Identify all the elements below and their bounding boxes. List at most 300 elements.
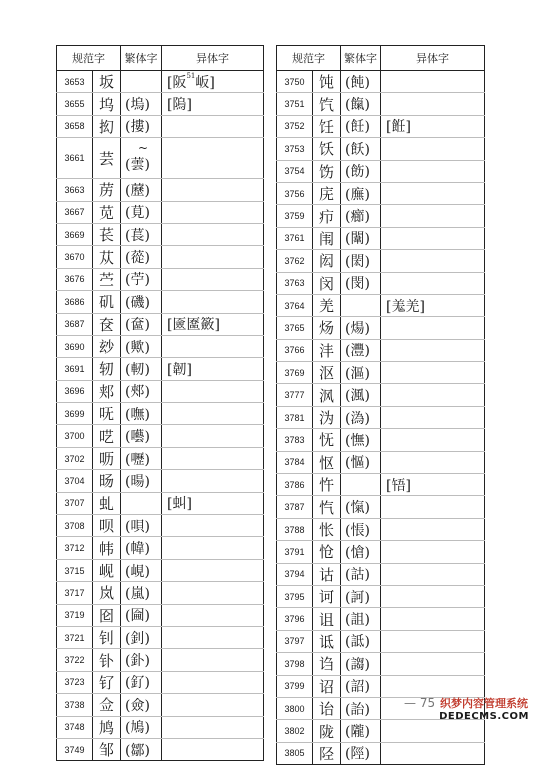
variant-char: [餁]	[386, 119, 411, 136]
standard-char: 郏	[93, 380, 121, 402]
table-row	[57, 223, 264, 245]
standard-char: 饬	[313, 160, 341, 182]
standard-char: 呖	[93, 447, 121, 469]
traditional-char: (飩)	[345, 74, 370, 91]
traditional-char-cell	[121, 138, 162, 179]
standard-char: 沨	[313, 384, 341, 406]
traditional-char: (渢)	[345, 388, 370, 405]
standard-char: 坂	[93, 71, 121, 93]
traditional-char: (愾)	[345, 500, 370, 517]
traditional-char-header: 繁体字	[121, 46, 162, 71]
entry-number: 3702	[57, 447, 93, 469]
variant-char-cell	[381, 742, 485, 764]
traditional-char: (飪)	[345, 119, 370, 136]
table-row	[277, 429, 485, 451]
traditional-char: (囈)	[125, 429, 150, 446]
table-row	[57, 447, 264, 469]
variant-char-cell	[381, 93, 485, 115]
variant-char-cell	[162, 115, 264, 137]
entry-number: 3753	[277, 138, 313, 160]
variant-char-cell	[162, 470, 264, 492]
table-row	[277, 742, 485, 764]
table-row	[57, 649, 264, 671]
traditional-char: (詆)	[345, 634, 370, 651]
table-row	[277, 675, 485, 697]
traditional-char-cell	[341, 205, 381, 227]
table-row	[57, 604, 264, 626]
table-row	[277, 653, 485, 675]
standard-char: 虬	[93, 492, 121, 514]
traditional-char: (愴)	[345, 544, 370, 561]
traditional-char-cell	[341, 71, 381, 93]
variant-char-cell	[162, 716, 264, 738]
variant-char-cell	[381, 272, 485, 294]
table-row	[277, 317, 485, 339]
standard-char: 饫	[313, 138, 341, 160]
table-row	[277, 138, 485, 160]
standard-char: 诏	[313, 675, 341, 697]
table-row	[57, 515, 264, 537]
standard-char: 忾	[313, 496, 341, 518]
watermark-url: DEDECMS.COM	[439, 710, 529, 722]
traditional-char-cell	[121, 559, 162, 581]
standard-char: 坞	[93, 93, 121, 115]
traditional-char: (憮)	[345, 432, 370, 449]
table-row	[57, 716, 264, 738]
variant-char: [羗羌]	[386, 298, 425, 315]
variant-char: [韌]	[167, 361, 192, 378]
variant-char-cell	[381, 138, 485, 160]
entry-number: 3676	[57, 268, 93, 290]
variant-char-cell	[162, 138, 264, 179]
traditional-char-cell	[121, 425, 162, 447]
standard-char: 忤	[313, 474, 341, 496]
table-row	[57, 537, 264, 559]
standard-char: 岘	[93, 559, 121, 581]
traditional-char: (訶)	[345, 589, 370, 606]
standard-char: 苋	[93, 201, 121, 223]
entry-number: 3783	[277, 429, 313, 451]
standard-char: 轫	[93, 358, 121, 380]
standard-char: 庑	[313, 182, 341, 204]
traditional-char: (隴)	[345, 724, 370, 741]
standard-char: 陉	[313, 742, 341, 764]
table-row	[57, 179, 264, 201]
variant-char: [阪	[167, 74, 187, 91]
standard-char: 饪	[313, 115, 341, 137]
variant-char-cell	[381, 115, 485, 137]
left-table-body	[57, 71, 264, 761]
traditional-char-cell	[121, 358, 162, 380]
entry-number: 3655	[57, 93, 93, 115]
entry-number: 3707	[57, 492, 93, 514]
traditional-char: (癤)	[345, 209, 370, 226]
traditional-char-cell	[341, 496, 381, 518]
traditional-char-cell	[121, 115, 162, 137]
traditional-char: (慪)	[345, 455, 370, 472]
entry-number: 3686	[57, 291, 93, 313]
traditional-char-cell	[341, 720, 381, 742]
traditional-char-cell	[121, 716, 162, 738]
footnote-mark: 51	[186, 71, 196, 80]
traditional-char: (嘸)	[125, 406, 150, 423]
traditional-char-cell	[341, 541, 381, 563]
standard-char: 陇	[313, 720, 341, 742]
traditional-char-cell	[341, 250, 381, 272]
table-row	[277, 518, 485, 540]
traditional-char-cell	[121, 246, 162, 268]
standard-char: 沤	[313, 362, 341, 384]
standard-char: 饨	[313, 71, 341, 93]
entry-number: 3796	[277, 608, 313, 630]
variant-char-cell	[162, 694, 264, 716]
table-row	[57, 380, 264, 402]
table-row	[57, 358, 264, 380]
variant-char-cell	[162, 335, 264, 357]
standard-char: 诅	[313, 608, 341, 630]
traditional-char-cell	[121, 71, 162, 93]
traditional-char-cell	[341, 518, 381, 540]
table-row	[57, 403, 264, 425]
traditional-char-cell	[341, 608, 381, 630]
traditional-char: (塢)	[125, 97, 150, 114]
traditional-char: (奩)	[125, 317, 150, 334]
variant-char-cell	[381, 653, 485, 675]
traditional-char-cell	[121, 93, 162, 115]
standard-char: 苌	[93, 223, 121, 245]
variant-char-cell	[381, 160, 485, 182]
variant-char-cell	[162, 268, 264, 290]
standard-char: 芸	[93, 138, 121, 179]
table-row	[57, 268, 264, 290]
table-row	[277, 541, 485, 563]
table-row	[277, 451, 485, 473]
variant-char-cell	[162, 313, 264, 335]
entry-number: 3795	[277, 585, 313, 607]
table-row	[277, 205, 485, 227]
traditional-char-cell	[341, 384, 381, 406]
entry-number: 3802	[277, 720, 313, 742]
variant-char-cell	[162, 93, 264, 115]
table-row	[277, 71, 485, 93]
entry-number: 3763	[277, 272, 313, 294]
traditional-char: (暘)	[125, 473, 150, 490]
traditional-char-cell	[121, 515, 162, 537]
table-row	[57, 470, 264, 492]
standard-char: 佥	[93, 694, 121, 716]
entry-number: 3696	[57, 380, 93, 402]
traditional-char-cell	[341, 630, 381, 652]
entry-number: 3769	[277, 362, 313, 384]
variant-char-cell	[381, 406, 485, 428]
traditional-char: (廡)	[345, 186, 370, 203]
table-row	[277, 160, 485, 182]
traditional-char: (苧)	[125, 272, 150, 289]
entry-number: 3798	[277, 653, 313, 675]
variant-char: [隖]	[167, 97, 192, 114]
variant-char-cell	[162, 671, 264, 693]
entry-number: 3699	[57, 403, 93, 425]
entry-number: 3765	[277, 317, 313, 339]
standard-char: 苁	[93, 246, 121, 268]
entry-number: 3749	[57, 738, 93, 760]
traditional-char: (嵐)	[125, 585, 150, 602]
entry-number: 3787	[277, 496, 313, 518]
traditional-char-cell	[341, 160, 381, 182]
variant-char-cell	[381, 496, 485, 518]
entry-number: 3805	[277, 742, 313, 764]
variant-char-cell	[381, 429, 485, 451]
traditional-char-cell	[341, 697, 381, 719]
traditional-char-cell	[341, 362, 381, 384]
traditional-char-cell	[341, 182, 381, 204]
standard-char: 抝	[93, 115, 121, 137]
variant-char: [虯]	[167, 496, 192, 513]
table-row	[57, 291, 264, 313]
traditional-char-cell	[341, 138, 381, 160]
variant-char-cell	[162, 71, 264, 93]
variant-char-cell	[381, 227, 485, 249]
traditional-char: (嚦)	[125, 451, 150, 468]
variant-char-cell	[381, 250, 485, 272]
standard-char: 炀	[313, 317, 341, 339]
traditional-char-cell	[121, 694, 162, 716]
entry-number: 3661	[57, 138, 93, 179]
traditional-char: (詁)	[345, 567, 370, 584]
traditional-char: (釕)	[125, 675, 150, 692]
traditional-char-cell	[341, 406, 381, 428]
traditional-char-cell	[121, 582, 162, 604]
entry-number: 3748	[57, 716, 93, 738]
standard-char: 疖	[313, 205, 341, 227]
entry-number: 3794	[277, 563, 313, 585]
traditional-char: (萇)	[125, 227, 150, 244]
right-table-body	[277, 71, 485, 765]
right-table-header-row	[277, 46, 485, 71]
watermark-text: 织梦内容管理系统	[440, 697, 528, 710]
standard-char: 钋	[93, 649, 121, 671]
variant-char-header: 异体字	[381, 46, 485, 71]
variant-char-cell	[381, 71, 485, 93]
traditional-char-cell	[121, 604, 162, 626]
traditional-char: (蕓)	[125, 157, 150, 174]
tilde-mark: ~	[137, 141, 149, 156]
traditional-char: (閔)	[345, 276, 370, 293]
table-row	[57, 71, 264, 93]
standard-char: 苎	[93, 268, 121, 290]
variant-char-cell	[381, 563, 485, 585]
variant-char-cell	[162, 738, 264, 760]
traditional-char-cell	[121, 313, 162, 335]
traditional-char: (漚)	[345, 365, 370, 382]
entry-number: 3766	[277, 339, 313, 361]
standard-char: 奁	[93, 313, 121, 335]
standard-char: 饩	[313, 93, 341, 115]
table-row	[277, 272, 485, 294]
traditional-char: (謅)	[345, 656, 370, 673]
standard-char: 诌	[313, 653, 341, 675]
table-row	[277, 362, 485, 384]
variant-char-cell	[381, 474, 485, 496]
table-row	[57, 138, 264, 179]
standard-char: 诋	[313, 630, 341, 652]
traditional-char-cell	[341, 317, 381, 339]
standard-char: 沣	[313, 339, 341, 361]
traditional-char: (煬)	[345, 320, 370, 337]
standard-char: 闱	[313, 227, 341, 249]
traditional-char: (僉)	[125, 697, 150, 714]
table-row	[57, 694, 264, 716]
traditional-char: (歟)	[125, 339, 150, 356]
entry-number: 3722	[57, 649, 93, 671]
variant-char-cell	[162, 403, 264, 425]
standard-char: 旸	[93, 470, 121, 492]
traditional-char-cell	[341, 272, 381, 294]
variant-char-cell	[381, 630, 485, 652]
entry-number: 3715	[57, 559, 93, 581]
variant-char-header: 异体字	[162, 46, 264, 71]
variant-char-cell	[162, 246, 264, 268]
standard-char: 囵	[93, 604, 121, 626]
variant-char-cell	[381, 518, 485, 540]
entry-number: 3658	[57, 115, 93, 137]
entry-number: 3708	[57, 515, 93, 537]
traditional-char-cell	[121, 380, 162, 402]
traditional-char-cell	[341, 93, 381, 115]
variant-char-cell	[162, 604, 264, 626]
table-row	[277, 93, 485, 115]
variant-char-cell	[162, 358, 264, 380]
variant-char-tail: 岅]	[195, 74, 215, 91]
traditional-char: (莧)	[125, 205, 150, 222]
traditional-char: (悵)	[345, 522, 370, 539]
left-character-table	[56, 45, 264, 761]
variant-char-cell	[162, 447, 264, 469]
standard-char: 呓	[93, 425, 121, 447]
traditional-char-cell	[341, 675, 381, 697]
standard-char: 诒	[313, 697, 341, 719]
entry-number: 3777	[277, 384, 313, 406]
variant-char-cell	[162, 425, 264, 447]
variant-char-cell	[381, 205, 485, 227]
traditional-char: (釙)	[125, 653, 150, 670]
traditional-char-cell	[341, 451, 381, 473]
variant-char-cell	[162, 626, 264, 648]
standard-char: 玅	[93, 335, 121, 357]
entry-number: 3797	[277, 630, 313, 652]
variant-char-cell	[162, 201, 264, 223]
standard-char: 邹	[93, 738, 121, 760]
traditional-char-cell	[341, 294, 381, 316]
entry-number: 3704	[57, 470, 93, 492]
traditional-char-cell	[121, 470, 162, 492]
entry-number: 3663	[57, 179, 93, 201]
entry-number: 3669	[57, 223, 93, 245]
variant-char-cell	[381, 317, 485, 339]
standard-char: 怅	[313, 518, 341, 540]
table-row	[57, 93, 264, 115]
traditional-char-cell	[121, 649, 162, 671]
traditional-char: (蓯)	[125, 250, 150, 267]
traditional-char: (溈)	[345, 410, 370, 427]
standard-char: 鸠	[93, 716, 121, 738]
table-row	[277, 496, 485, 518]
entry-number: 3687	[57, 313, 93, 335]
variant-char-cell	[162, 649, 264, 671]
table-row	[277, 182, 485, 204]
left-table-header-row	[57, 46, 264, 71]
traditional-char-cell	[341, 742, 381, 764]
table-row	[277, 115, 485, 137]
variant-char-cell	[162, 582, 264, 604]
standard-char: 诃	[313, 585, 341, 607]
traditional-char: (詔)	[345, 679, 370, 696]
table-row	[57, 559, 264, 581]
table-row	[57, 738, 264, 760]
entry-number: 3721	[57, 626, 93, 648]
variant-char-cell	[162, 380, 264, 402]
traditional-char-cell	[341, 115, 381, 137]
traditional-char-cell	[121, 223, 162, 245]
traditional-char: (軔)	[125, 361, 150, 378]
table-row	[57, 201, 264, 223]
table-row	[277, 294, 485, 316]
table-row	[277, 384, 485, 406]
entry-number: 3791	[277, 541, 313, 563]
traditional-char: (磯)	[125, 294, 150, 311]
traditional-char-cell	[121, 738, 162, 760]
traditional-char: (藶)	[125, 182, 150, 199]
traditional-char-cell	[121, 268, 162, 290]
traditional-char-cell	[341, 339, 381, 361]
variant-char-cell	[162, 179, 264, 201]
traditional-char: (鄒)	[125, 742, 150, 759]
variant-char-cell	[381, 384, 485, 406]
table-row	[277, 563, 485, 585]
traditional-char-cell	[121, 201, 162, 223]
traditional-char-header: 繁体字	[341, 46, 381, 71]
entry-number: 3764	[277, 294, 313, 316]
traditional-char-cell	[341, 585, 381, 607]
standard-char: 帏	[93, 537, 121, 559]
traditional-char: (詛)	[345, 612, 370, 629]
table-row	[277, 608, 485, 630]
standard-char-header: 规范字	[57, 46, 121, 71]
standard-char: 钌	[93, 671, 121, 693]
traditional-char-cell	[121, 403, 162, 425]
traditional-char: (飭)	[345, 164, 370, 181]
entry-number: 3751	[277, 93, 313, 115]
standard-char: 怄	[313, 451, 341, 473]
entry-number: 3691	[57, 358, 93, 380]
variant-char-cell	[381, 294, 485, 316]
standard-char: 呒	[93, 403, 121, 425]
table-row	[57, 313, 264, 335]
entry-number: 3690	[57, 335, 93, 357]
traditional-char: (唄)	[125, 518, 150, 535]
traditional-char-cell	[121, 335, 162, 357]
traditional-char: (陘)	[345, 746, 370, 763]
variant-char-cell	[162, 291, 264, 313]
table-row	[277, 630, 485, 652]
traditional-char-cell	[341, 474, 381, 496]
traditional-char-cell	[121, 671, 162, 693]
traditional-char-cell	[121, 626, 162, 648]
standard-char: 诂	[313, 563, 341, 585]
traditional-char: (詒)	[345, 701, 370, 718]
standard-char: 闳	[313, 250, 341, 272]
entry-number: 3784	[277, 451, 313, 473]
